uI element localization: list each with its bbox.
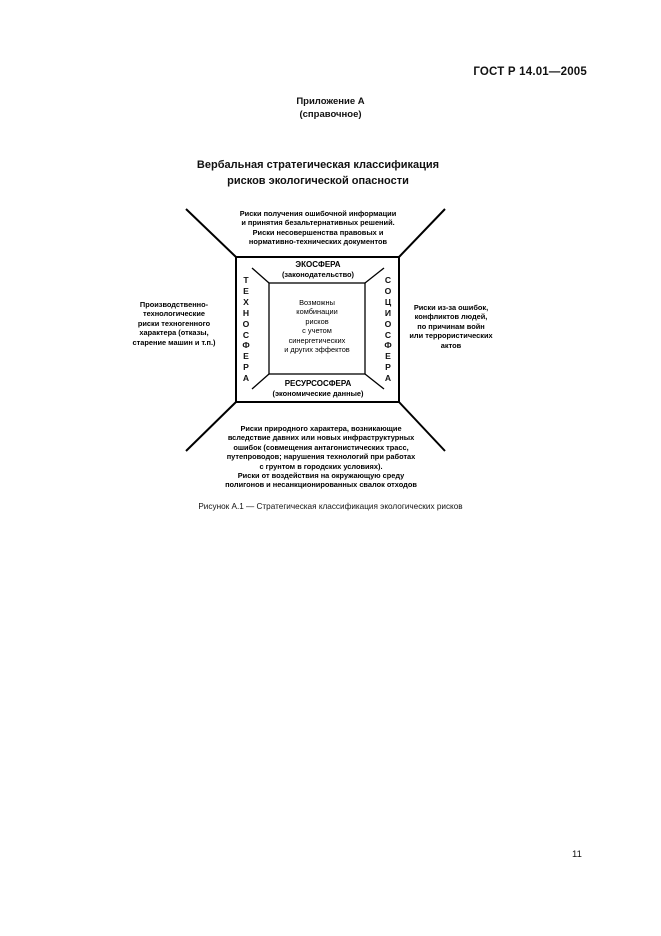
sociosphere-vertical-label [381,275,395,384]
vertical-letter: Ц [384,296,392,307]
figure-title-line-2: рисков экологической опасности [227,175,409,187]
vertical-letter: Е [243,351,249,362]
ecosphere-subtitle: (законодательство) [281,270,355,279]
vertical-letter: Ф [384,340,392,351]
vertical-letter: И [384,307,392,318]
right-risks-text: Риски из-за ошибок, конфликтов людей, по причинам войн или террористических актов [409,303,493,350]
resourcesphere-subtitle: (экономические данные) [272,389,364,398]
vertical-letter: Р [385,362,391,373]
vertical-letter: О [242,318,250,329]
ecosphere-title: ЭКОСФЕРА [295,260,341,269]
vertical-letter: С [242,329,250,340]
resourcesphere-title: РЕСУРСОСФЕРА [284,379,352,388]
vertical-letter: С [384,275,392,285]
vertical-letter: Н [242,307,250,318]
vertical-letter: Т [243,275,249,285]
vertical-letter: Ф [242,340,250,351]
vertical-letter: О [384,285,392,296]
vertical-letter: С [384,329,392,340]
center-text: Возможны комбинации рисков с учетом синергетических и других эффектов [284,298,350,355]
vertical-letter: Р [243,362,249,373]
left-risks-text: Производственно- технологические риски техногенного характера (отказы, старение машин и т.п.) [132,300,216,347]
page-number: 11 [572,849,582,860]
vertical-letter: Х [243,296,249,307]
document-code: ГОСТ Р 14.01—2005 [473,66,587,78]
vertical-letter: А [384,373,392,384]
figure-caption: Рисунок А.1 — Стратегическая классификация экологических рисков [198,502,463,511]
vertical-letter: Е [243,285,249,296]
vertical-letter: О [384,318,392,329]
technosphere-vertical-label [239,275,253,384]
figure-title-line-1: Вербальная стратегическая классификация [196,159,440,171]
vertical-letter: Е [385,351,391,362]
appendix-title: Приложение А [296,96,365,107]
top-risks-text: Риски получения ошибочной информации и принятия безальтернативных решений. Риски несовершенства правовых и нормативно-технических документов [239,209,397,247]
bottom-risks-text: Риски природного характера, возникающие вследствие давних или новых инфраструктурных ошибок (совмещения антагонистических трасс, путепроводов; нарушения технологий при работах с грунтом в городских условиях). Риски от воздействия на окружающую среду полигонов и несанкционированных свалок отходов [225,424,417,490]
vertical-letter: А [242,373,250,384]
appendix-subtitle: (справочное) [299,109,362,120]
